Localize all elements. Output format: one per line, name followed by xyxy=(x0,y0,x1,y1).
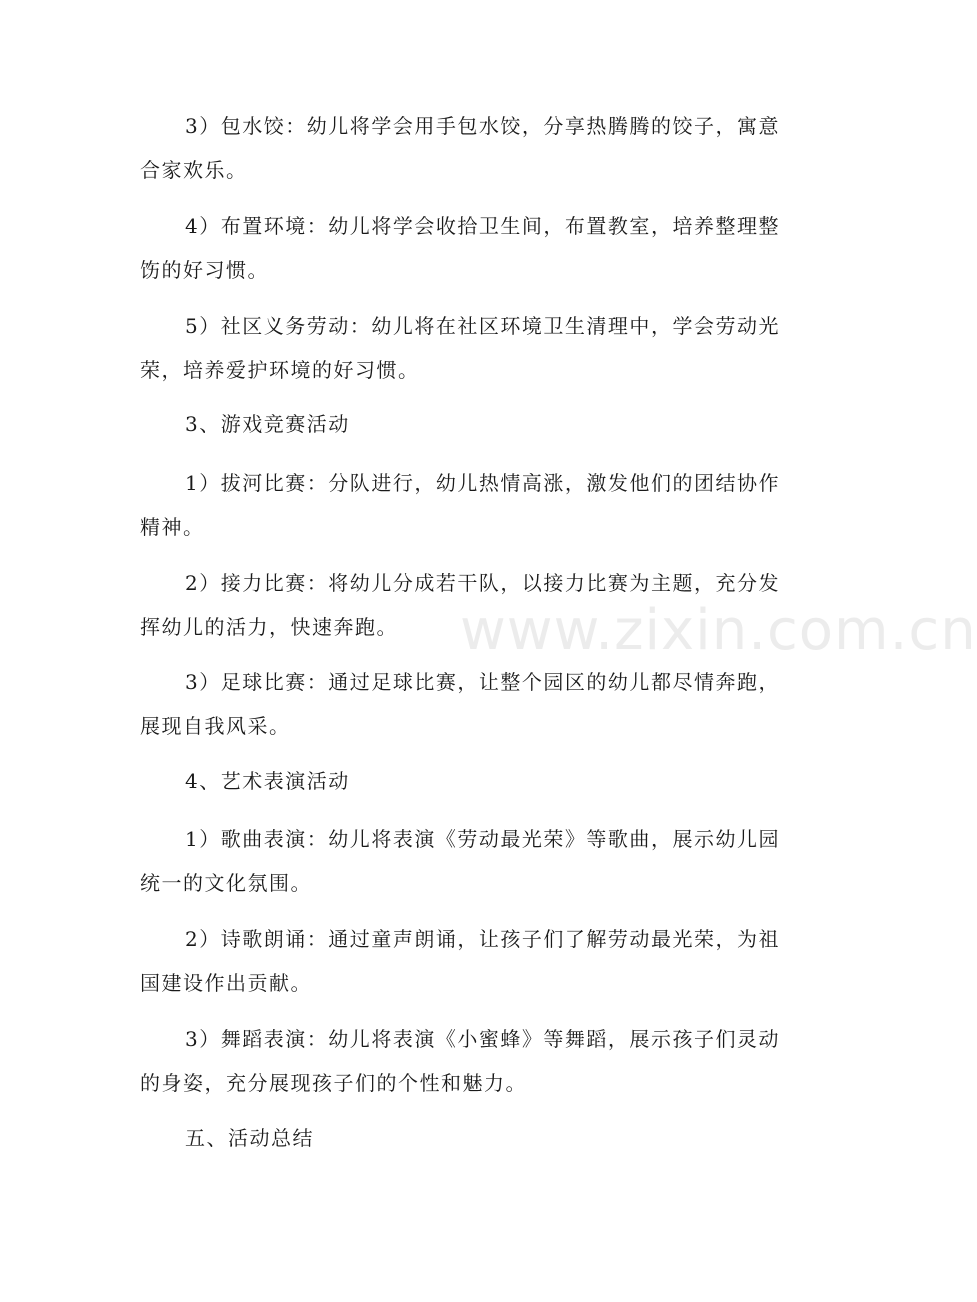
section-heading-arts: 4、艺术表演活动 xyxy=(185,769,350,793)
paragraph-community-labor xyxy=(140,304,780,392)
paragraph-line: 3）舞蹈表演：幼儿将表演《小蜜蜂》等舞蹈，展示孩子们灵动 xyxy=(185,1027,780,1051)
paragraph-song xyxy=(140,817,780,905)
paragraph-football xyxy=(140,660,780,748)
paragraph-line: 1）拔河比赛：分队进行，幼儿热情高涨，激发他们的团结协作 xyxy=(185,471,780,495)
section-heading-games: 3、游戏竞赛活动 xyxy=(185,412,350,436)
paragraph-line: 荣，培养爱护环境的好习惯。 xyxy=(140,358,420,382)
paragraph-line: 合家欢乐。 xyxy=(140,158,248,182)
paragraph-line: 4）布置环境：幼儿将学会收拾卫生间，布置教室，培养整理整 xyxy=(185,214,780,238)
paragraph-line: 统一的文化氛围。 xyxy=(140,871,312,895)
paragraph-line: 的身姿，充分展现孩子们的个性和魅力。 xyxy=(140,1071,527,1095)
paragraph-line: 3）足球比赛：通过足球比赛，让整个园区的幼儿都尽情奔跑， xyxy=(185,670,780,694)
paragraph-environment xyxy=(140,204,780,292)
paragraph-line: 展现自我风采。 xyxy=(140,714,291,738)
paragraph-relay xyxy=(140,561,780,649)
paragraph-line: 5）社区义务劳动：幼儿将在社区环境卫生清理中，学会劳动光 xyxy=(185,314,780,338)
watermark: www.zixin.com.cn xyxy=(460,598,977,663)
paragraph-poetry xyxy=(140,917,780,1005)
paragraph-line: 挥幼儿的活力，快速奔跑。 xyxy=(140,615,398,639)
paragraph-line: 精神。 xyxy=(140,515,205,539)
paragraph-line: 饬的好习惯。 xyxy=(140,258,269,282)
paragraph-line: 2）接力比赛：将幼儿分成若干队，以接力比赛为主题，充分发 xyxy=(185,571,780,595)
paragraph-line: 2）诗歌朗诵：通过童声朗诵，让孩子们了解劳动最光荣，为祖 xyxy=(185,927,780,951)
paragraph-dance xyxy=(140,1017,780,1105)
paragraph-line: 国建设作出贡献。 xyxy=(140,971,312,995)
paragraph-tug-of-war xyxy=(140,461,780,549)
paragraph-dumplings xyxy=(140,104,780,192)
paragraph-line: 1）歌曲表演：幼儿将表演《劳动最光荣》等歌曲，展示幼儿园 xyxy=(185,827,780,851)
section-heading-summary: 五、活动总结 xyxy=(185,1126,314,1150)
paragraph-line: 3）包水饺：幼儿将学会用手包水饺，分享热腾腾的饺子，寓意 xyxy=(185,114,780,138)
